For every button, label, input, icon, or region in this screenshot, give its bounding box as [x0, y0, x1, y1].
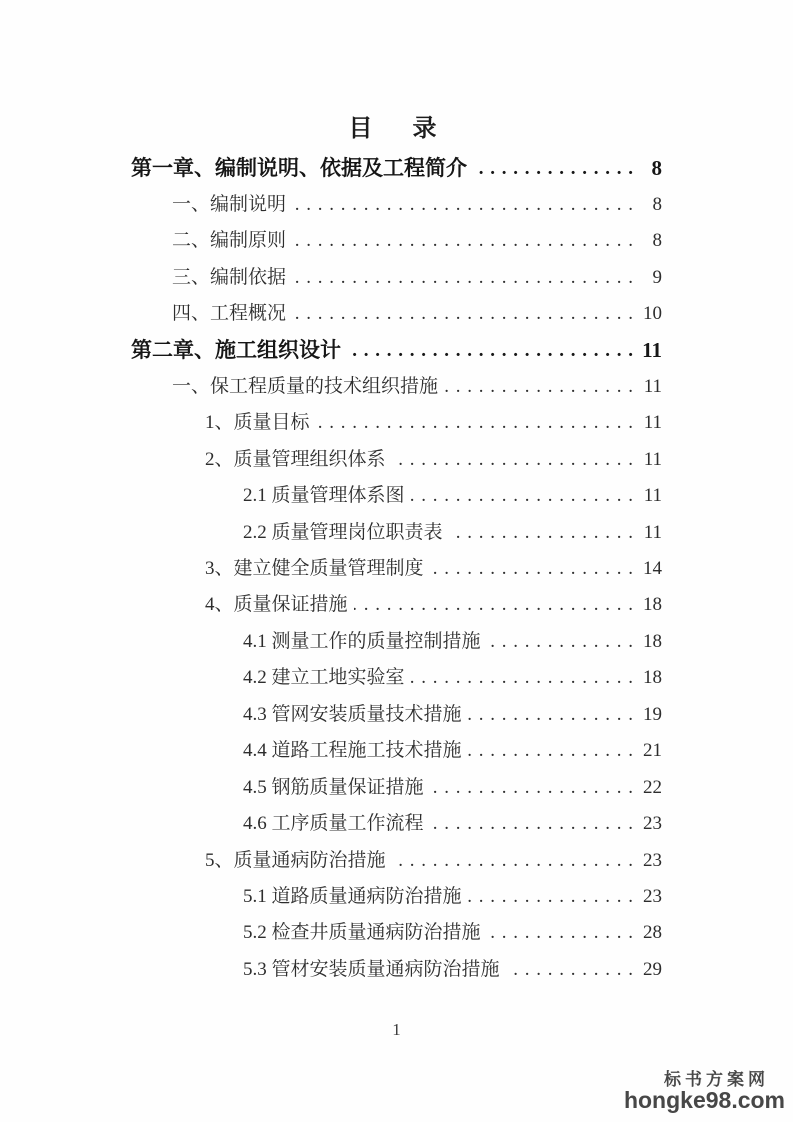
toc-entry — [131, 733, 662, 769]
toc-entry-page-number: 18 — [643, 667, 662, 689]
toc-entry-label: 2.1 质量管理体系图 — [243, 485, 405, 507]
toc-entry-page-number: 11 — [643, 485, 662, 507]
toc-entry-label: 一、保工程质量的技术组织措施 — [172, 375, 439, 397]
dot-leader — [430, 777, 634, 799]
toc-entry-label: 4.5 钢筋质量保证措施 — [243, 776, 424, 798]
toc-entry-label: 4.1 测量工作的质量控制措施 — [243, 630, 481, 652]
toc-entry — [131, 296, 662, 332]
dot-leader — [473, 156, 634, 180]
toc-entry-label: 5.1 道路质量通病防治措施 — [243, 885, 462, 907]
toc-entry-label: 5.3 管材安装质量通病防治措施 — [243, 958, 500, 980]
toc-entry — [131, 879, 662, 915]
toc-entry-label: 三、编制依据 — [172, 266, 287, 288]
toc-entry — [131, 514, 662, 550]
toc-entry-page-number: 29 — [643, 958, 662, 980]
dot-leader — [487, 922, 634, 944]
toc-entry-label: 4.4 道路工程施工技术措施 — [243, 740, 462, 762]
toc-entry-page-number: 18 — [643, 630, 662, 652]
toc-entry-page-number: 8 — [652, 193, 662, 215]
toc-entry — [131, 478, 662, 514]
toc-entry — [131, 186, 662, 222]
dot-leader — [430, 558, 634, 580]
toc-entry-label: 4.3 管网安装质量技术措施 — [243, 703, 462, 725]
dot-leader — [292, 267, 634, 289]
toc-entry-label: 第二章、施工组织设计 — [131, 338, 341, 363]
toc-title: 目 录 — [348, 116, 445, 142]
toc-entry-page-number: 18 — [643, 594, 662, 616]
dot-leader — [506, 959, 634, 981]
dot-leader — [468, 704, 634, 726]
toc-entry-label: 4.2 建立工地实验室 — [243, 667, 405, 689]
toc-entry-label: 1、质量目标 — [205, 412, 310, 434]
toc-entry-page-number: 10 — [643, 302, 662, 324]
dot-leader — [354, 594, 634, 616]
toc-entry-label: 5、质量通病防治措施 — [205, 849, 386, 871]
toc-entry — [131, 915, 662, 951]
toc-entry-page-number: 8 — [652, 230, 662, 252]
toc-entry-label: 四、工程概况 — [172, 302, 287, 324]
toc-entry-page-number: 23 — [643, 813, 662, 835]
page-number: 1 — [392, 1020, 401, 1039]
watermark-site-name: 标书方案网 — [664, 1070, 769, 1089]
dot-leader — [430, 813, 634, 835]
toc-entry — [131, 259, 662, 295]
dot-leader — [468, 740, 634, 762]
watermark-site-url: hongke98.com — [623, 1087, 785, 1113]
dot-leader — [292, 230, 634, 252]
watermark — [624, 1071, 785, 1112]
toc-entry-label: 二、编制原则 — [172, 230, 287, 252]
toc-entry — [131, 806, 662, 842]
dot-leader — [468, 886, 634, 908]
dot-leader — [449, 522, 634, 544]
toc-entry-page-number: 11 — [642, 338, 662, 363]
dot-leader — [292, 194, 634, 216]
toc-entry-label: 3、建立健全质量管理制度 — [205, 558, 424, 580]
toc-entry-page-number: 9 — [652, 266, 662, 288]
toc-entry-page-number: 23 — [643, 885, 662, 907]
toc-entry-label: 4、质量保证措施 — [205, 594, 348, 616]
toc-entry-page-number: 19 — [643, 703, 662, 725]
toc-entry — [131, 332, 662, 368]
dot-leader — [444, 376, 634, 398]
toc-entry-label: 2.2 质量管理岗位职责表 — [243, 521, 443, 543]
toc-entry-page-number: 14 — [643, 558, 662, 580]
toc-entry — [131, 223, 662, 259]
dot-leader — [411, 485, 634, 507]
dot-leader — [487, 631, 634, 653]
toc-entry — [131, 697, 662, 733]
toc-entry-page-number: 28 — [643, 922, 662, 944]
toc-entry — [131, 405, 662, 441]
toc-entry — [131, 587, 662, 623]
toc-entry — [131, 150, 662, 186]
dot-leader — [392, 850, 634, 872]
table-of-contents — [131, 150, 662, 988]
toc-entry-page-number: 11 — [643, 521, 662, 543]
toc-entry — [131, 842, 662, 878]
dot-leader — [316, 412, 634, 434]
toc-entry — [131, 952, 662, 988]
toc-entry — [131, 769, 662, 805]
toc-entry — [131, 624, 662, 660]
dot-leader — [292, 303, 634, 325]
toc-entry-label: 第一章、编制说明、依据及工程简介 — [131, 156, 467, 181]
toc-entry-page-number: 21 — [643, 740, 662, 762]
toc-entry-page-number: 23 — [643, 849, 662, 871]
toc-entry-page-number: 11 — [643, 412, 662, 434]
toc-entry — [131, 442, 662, 478]
toc-entry — [131, 369, 662, 405]
dot-leader — [347, 338, 634, 362]
toc-entry-page-number: 8 — [651, 156, 662, 181]
toc-entry-label: 2、质量管理组织体系 — [205, 448, 386, 470]
toc-entry-page-number: 11 — [643, 375, 662, 397]
dot-leader — [411, 667, 634, 689]
toc-entry-page-number: 22 — [643, 776, 662, 798]
dot-leader — [392, 449, 634, 471]
toc-entry — [131, 660, 662, 696]
toc-entry-label: 一、编制说明 — [172, 193, 287, 215]
toc-entry-label: 4.6 工序质量工作流程 — [243, 813, 424, 835]
toc-entry — [131, 551, 662, 587]
toc-entry-page-number: 11 — [643, 448, 662, 470]
toc-entry-label: 5.2 检查井质量通病防治措施 — [243, 922, 481, 944]
